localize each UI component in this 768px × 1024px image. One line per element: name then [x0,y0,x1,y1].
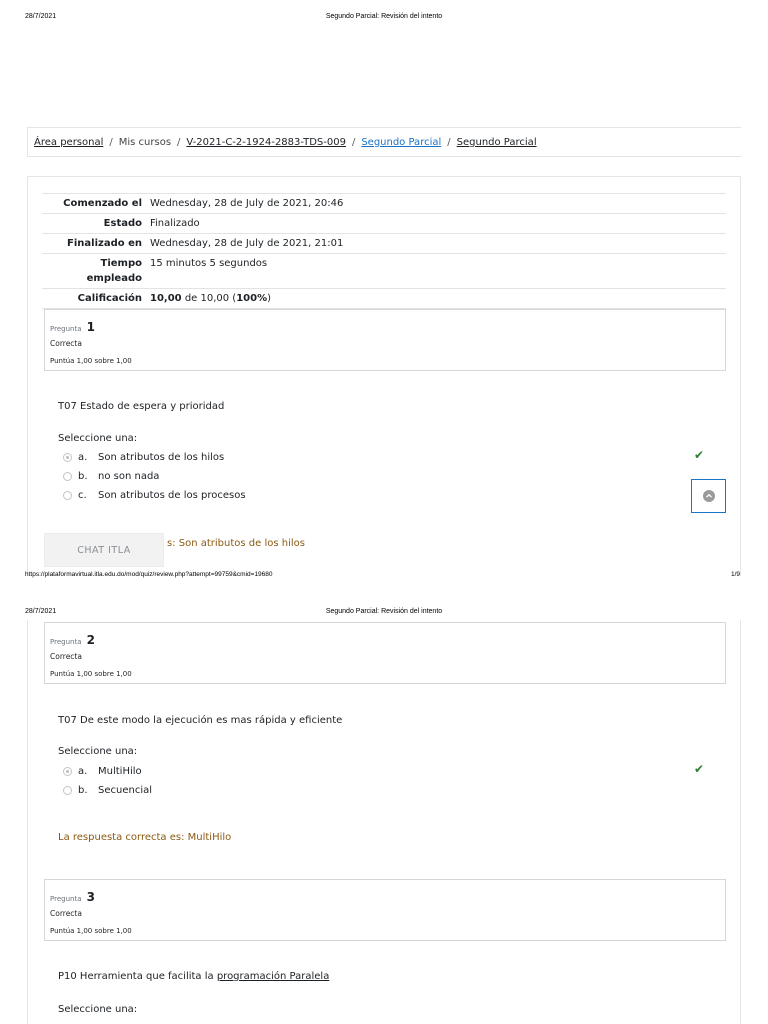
radio-button[interactable] [63,453,72,462]
breadcrumb-course[interactable]: V-2021-C-2-1924-2883-TDS-009 [186,136,346,148]
grade-score: 10,00 [150,293,182,304]
breadcrumb-separator: / [177,136,181,148]
breadcrumb-separator: / [351,136,356,148]
summary-label: Comenzado el [63,198,142,209]
option-letter: a. [78,765,88,777]
option-text: Secuencial [98,784,153,796]
radio-button[interactable] [63,767,72,776]
question-text-1: T07 Estado de espera y prioridad [58,401,225,412]
question-label: Pregunta [50,325,82,333]
summary-row-started [42,194,726,214]
question-grade: Puntúa 1,00 sobre 1,00 [50,670,132,678]
radio-button[interactable] [63,786,72,795]
option-letter: b. [78,784,88,796]
print-title: Segundo Parcial: Revisión del intento [325,13,443,20]
question-info-2 [44,622,726,684]
question-state: Correcta [50,652,82,661]
option-letter: c. [78,489,87,501]
question-info-1 [44,309,726,371]
glossary-link[interactable]: programación Paralela [216,971,330,982]
question-state: Correcta [50,909,82,918]
breadcrumb-area-personal[interactable]: Área personal [34,136,104,148]
grade-percent: 100% [236,293,268,304]
question-info-3 [44,879,726,941]
summary-label [42,254,148,289]
answer-option[interactable] [63,783,152,797]
summary-value: 15 minutos 5 segundos [150,258,268,269]
summary-row-state [42,214,726,234]
chevron-up-circle-icon [703,490,715,502]
question-prompt-3: Seleccione una: [58,1004,138,1015]
question-label: Pregunta [50,638,82,646]
question-prompt-1: Seleccione una: [58,433,138,444]
check-icon: ✔ [694,762,705,776]
question-number: 3 [86,890,95,904]
option-text: no son nada [98,470,160,482]
summary-row-grade [42,289,726,309]
breadcrumb-quiz[interactable]: Segundo Parcial [456,136,537,148]
summary-label-line: Tiempo [100,258,142,269]
question-state: Correcta [50,339,82,348]
answer-option[interactable] [63,488,246,502]
print-footer-url: https://plataformavirtual.itla.edu.do/mod/quiz/review.php?attempt=99759&cmid=19680 [25,571,273,578]
print-title: Segundo Parcial: Revisión del intento [325,608,443,615]
option-letter: b. [78,470,88,482]
question-text-3 [58,971,329,982]
option-text: Son atributos de los hilos [98,451,225,463]
summary-label-line: empleado [86,273,142,284]
print-date: 28/7/2021 [25,13,57,20]
breadcrumb-separator: / [109,136,113,148]
question-number: 1 [86,320,95,334]
option-text: MultiHilo [98,765,142,777]
question-grade: Puntúa 1,00 sobre 1,00 [50,357,132,365]
option-text: Son atributos de los procesos [98,489,246,501]
summary-label: Finalizado en [67,238,142,249]
question-prompt-2: Seleccione una: [58,746,138,757]
question-label: Pregunta [50,895,82,903]
question-text-prefix: P10 Herramienta que facilita la [58,971,217,982]
answer-option[interactable] [63,764,142,778]
radio-button[interactable] [63,472,72,481]
print-footer-page: 1/9 [731,571,741,578]
back-to-top-button[interactable] [691,479,726,513]
answer-option[interactable] [63,469,159,483]
question-number: 2 [86,633,95,647]
summary-row-time [42,254,726,289]
answer-option[interactable] [63,450,224,464]
question-feedback-1: s: Son atributos de los hilos [167,538,305,549]
summary-label: Estado [103,218,142,229]
chat-itla-button[interactable]: CHAT ITLA [44,533,164,567]
option-letter: a. [78,451,88,463]
check-icon: ✔ [694,448,705,462]
breadcrumb [27,127,741,157]
grade-mid: de 10,00 ( [181,293,237,304]
question-grade: Puntúa 1,00 sobre 1,00 [50,927,132,935]
question-text-2: T07 De este modo la ejecución es mas rápida y eficiente [58,715,343,726]
summary-label: Calificación [77,293,142,304]
attempt-summary-table [42,193,726,309]
summary-value [148,289,726,309]
summary-value: Wednesday, 28 de July de 2021, 21:01 [150,238,344,249]
grade-end: ) [267,293,272,304]
summary-value: Wednesday, 28 de July de 2021, 20:46 [150,198,344,209]
breadcrumb-mis-cursos: Mis cursos [118,136,172,148]
question-feedback-2: La respuesta correcta es: MultiHilo [58,832,232,843]
summary-value: Finalizado [150,218,200,229]
summary-row-finished [42,234,726,254]
breadcrumb-section[interactable]: Segundo Parcial [361,136,442,148]
breadcrumb-separator: / [447,136,451,148]
print-date: 28/7/2021 [25,608,57,615]
radio-button[interactable] [63,491,72,500]
